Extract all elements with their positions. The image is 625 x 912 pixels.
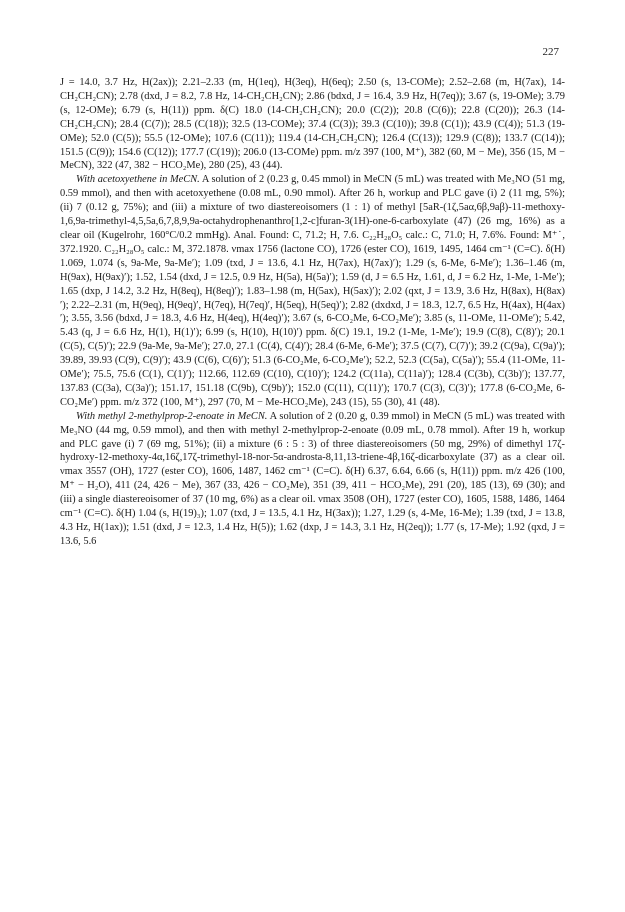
body-text <box>60 76 565 549</box>
paragraph-text: A solution of 2 (0.23 g, 0.45 mmol) in MeCN (5 mL) was treated with Me₃NO (51 mg, 0.59 mmol), and then with acetoxyethene (0.08 mL, 0.90 mmol). After 26 h, workup and PLC gave (i) 2 (11 mg, 5%); (ii) 7 (0.12 g, 75%); and (iii) a mixture of two diastereoisomers (1 : 1) of methyl [5aR-(1ζ,5aα,6β,9aβ)-11-methoxy-1,6,9a-trimethyl-4,5,5a,6,7,8,9,9a-octahydrophenanthro[1,2-c]furan-3(1H)-one-6-carboxylate (47) (26 mg, 16%) as a clear oil (Kugelrohr, 160°C/0.2 mmHg). Anal. Found: C, 71.2; H, 7.6. C₂₂H₂₈O₅ calc.: C, 71.0; H, 7.6%. Found: M⁺˙, 372.1920. C₂₂H₂₈O₅ calc.: M, 372.1878. νmax 1756 (lactone CO), 1726 (ester CO), 1619, 1495, 1464 cm⁻¹ (C=C). δ(H) 1.069, 1.074 (s, 9a-Me, 9a-Me′); 1.09 (txd, J = 13.6, 4.1 Hz, H(7ax), H(7ax)′); 1.29 (s, 6-Me, 6-Me′); 1.36–1.46 (m, H(9ax), H(9ax)′); 1.52, 1.54 (dxd, J = 12.5, 0.9 Hz, H(5a), H(5a)′); 1.59 (d, J = 6.5 Hz, 1.61, d, J = 6.2 Hz, 1-Me, 1-Me′); 1.65 (dxp, J 14.2, 3.2 Hz, H(8eq), H(8eq)′); 1.83–1.98 (m, H(5ax), H(5ax)′); 2.02 (qxt, J = 13.9, 3.6 Hz, H(8ax), H(8ax)′); 2.22–2.31 (m, H(9eq), H(9eq)′, H(7eq), H(7eq)′, H(5eq), H(5eq)′); 2.82 (dxdxd, J = 18.3, 12.7, 6.5 Hz, H(4ax), H(4ax)′); 3.55, 3.56 (bdxd, J = 18.3, 4.6 Hz, H(4eq), H(4eq)′); 3.67 (s, 6-CO₂Me, 6-CO₂Me′); 3.85 (s, 11-OMe, 11-OMe′); 5.42, 5.43 (q, J = 6.6 Hz, H(1), H(1)′); 6.99 (s, H(10), H(10)′) ppm. δ(C) 19.1, 19.2 (1-Me, 1-Me′); 19.9 (C(8), C(8)′); 20.1 (C(5), C(5)′); 22.9 (9a-Me, 9a-Me′); 27.0, 27.1 (C(4), C(4)′); 28.4 (6-Me, 6-Me′); 37.5 (C(7), C(7)′); 39.2 (C(9a), C(9a)′); 39.89, 39.93 (C(9), C(9)′); 43.9 (C(6), C(6)′); 51.3 (6-CO₂Me, 6-CO₂Me′); 52.2, 52.3 (C(5a), C(5a)′); 55.4 (11-OMe, 11-OMe′); 75.5, 75.6 (C(1), C(1)′); 112.66, 112.69 (C(10), C(10)′); 124.2 (C(11a), C(11a)′); 128.4 (C(3b), C(3b)′); 137.77, 137.83 (C(3a), C(3a)′); 151.17, 151.18 (C(9b), C(9b)′); 152.0 (C(11), C(11)′); 170.7 (C(3), C(3)′); 177.8 (6-CO₂Me, 6-CO₂Me′) ppm. m/z 372 (100, M⁺), 297 (70, M − Me-HCO₂Me), 243 (15), 55 (30), 41 (48). <box>60 174 565 408</box>
page-number: 227 <box>542 46 559 58</box>
paragraph-text: J = 14.0, 3.7 Hz, H(2ax)); 2.21–2.33 (m, H(1eq), H(3eq), H(6eq); 2.50 (s, 13-COMe); 2.52–2.68 (m, H(7ax), 14-CH₂CH₂CN); 2.78 (dxd, J = 8.2, 7.8 Hz, 14-CH₂CH₂CN); 2.86 (bdxd, J = 16.4, 3.9 Hz, H(7eq)); 3.67 (s, 19-OMe); 3.79 (s, 12-OMe); 6.79 (s, H(11)) ppm. δ(C) 18.0 (14-CH₂CH₂CN); 20.0 (C(2)); 20.8 (C(6)); 22.8 (C(20)); 26.3 (14-CH₂CH₂CN); 28.4 (C(7)); 28.5 (C(18)); 32.5 (13-COMe); 37.4 (C(3)); 39.3 (C(10)); 39.8 (C(1)); 43.9 (C(4)); 51.3 (19-OMe); 52.0 (C(5)); 55.5 (12-OMe); 107.6 (C(11)); 119.4 (14-CH₂CH₂CN); 126.4 (C(13)); 129.9 (C(8)); 133.7 (C(14)); 151.5 (C(9)); 154.6 (C(12)); 177.7 (C(19)); 206.0 (13-COMe) ppm. m/z 397 (100, M⁺), 382 (60, M − Me), 356 (15, M − MeCN), 322 (47, 382 − HCO₂Me), 280 (25), 43 (44). <box>60 77 565 172</box>
paragraph-acetoxyethene <box>60 173 565 409</box>
paragraph-text: A solution of 2 (0.20 g, 0.39 mmol) in MeCN (5 mL) was treated with Me₃NO (44 mg, 0.59 mmol), and then with methyl 2-methylprop-2-enoate (0.09 mL, 0.78 mmol). After 19 h, workup and PLC gave (i) 7 (69 mg, 51%); (ii) a mixture (6 : 5 : 3) of three diastereoisomers (50 mg, 29%) of dimethyl 17ζ-hydroxy-12-methoxy-4α,16ζ,17ζ-trimethyl-18-nor-5α-androsta-8,11,13-triene-4β,16ζ-dicarboxylate (37) as a clear oil. νmax 3557 (OH), 1727 (ester CO), 1606, 1487, 1462 cm⁻¹ (C=C). δ(H) 6.37, 6.64, 6.66 (s, H(11)) ppm. m/z 426 (100, M⁺ − H₂O), 411 (24, 426 − Me), 367 (33, 426 − CO₂Me), 351 (39, 411 − HCO₂Me), 291 (20), 185 (13), 69 (30); and (iii) a single diastereoisomer of 37 (10 mg, 6%) as a clear oil. νmax 3508 (OH), 1727 (ester CO), 1605, 1588, 1486, 1464 cm⁻¹ (C=C). δ(H) 1.04 (s, H(19)₃); 1.07 (txd, J = 13.5, 4.1 Hz, H(3ax)); 1.27, 1.29 (s, 4-Me, 16-Me); 1.39 (txd, J = 13.8, 4.3 Hz, H(1ax)); 1.51 (dxd, J = 12.3, 1.4 Hz, H(5)); 1.62 (dxp, J = 14.3, 3.1 Hz, H(2eq)); 1.77 (s, 17-Me); 1.92 (qxd, J = 13.6, 5.6 <box>60 410 565 547</box>
paragraph-heading: With acetoxyethene in MeCN. <box>76 174 200 186</box>
paragraph-methylpropenoate <box>60 410 565 549</box>
paragraph-heading: With methyl 2-methylprop-2-enoate in MeCN. <box>76 410 268 422</box>
paragraph-nmr-continuation <box>60 76 565 173</box>
